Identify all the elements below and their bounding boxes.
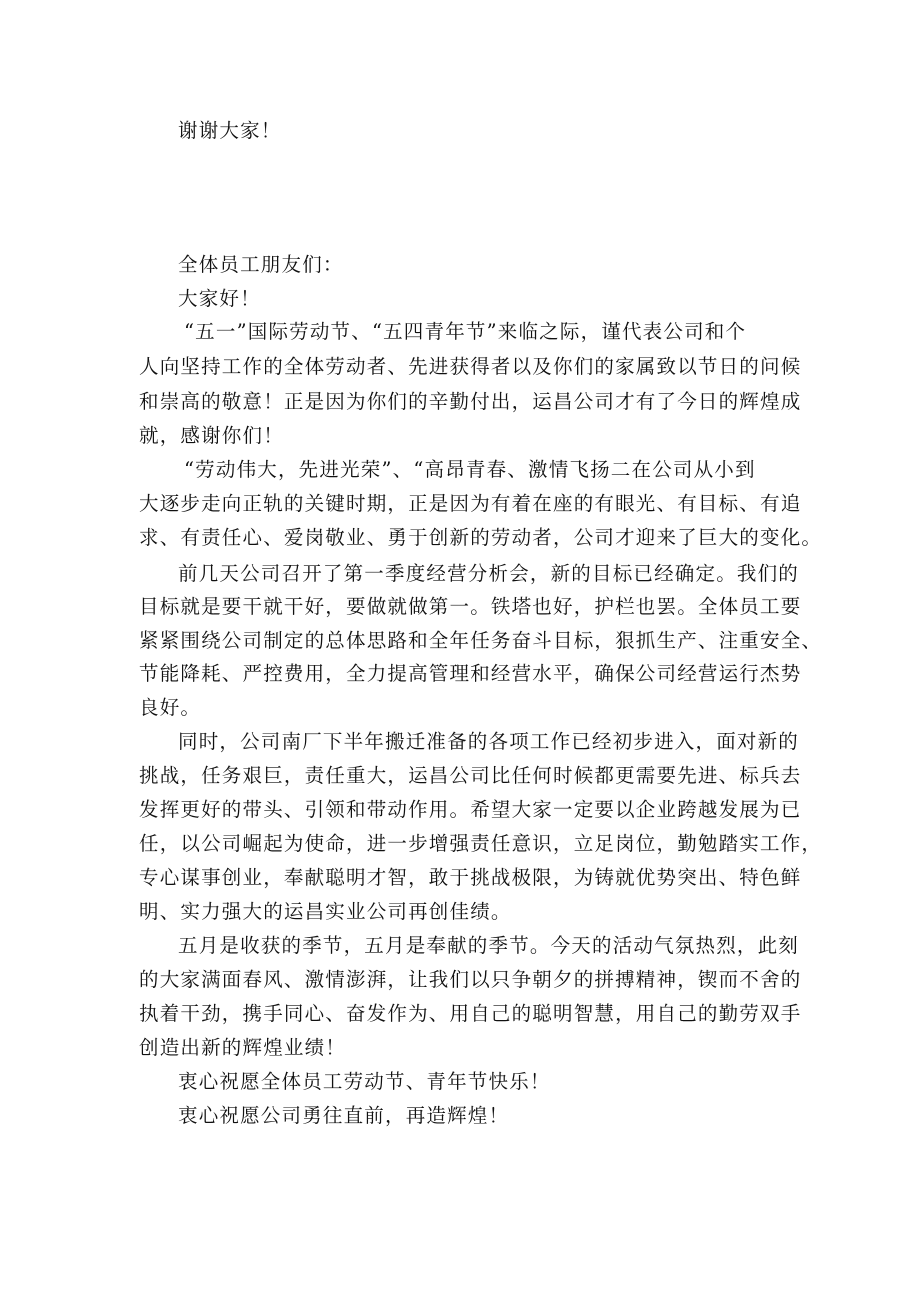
paragraph-4-line-4: 任，以公司崛起为使命，进一步增强责任意识，立足岗位，勤勉踏实工作，: [139, 832, 823, 855]
paragraph-3-line-4: 节能降耗、严控费用，全力提高管理和经营水平，确保公司经营运行杰势: [139, 662, 802, 685]
paragraph-3-line-3: 紧紧围绕公司制定的总体思路和全年任务奋斗目标，狠抓生产、注重安全、: [139, 629, 823, 652]
paragraph-3-line-5: 良好。: [139, 696, 202, 719]
wish-line-1: 衷心祝愿全体员工劳动节、青年节快乐！: [178, 1070, 551, 1093]
greeting: 大家好！: [178, 287, 261, 310]
paragraph-5-line-2: 的大家满面春风、激情澎湃，让我们以只争朝夕的拼搏精神，锲而不舍的: [139, 968, 802, 991]
paragraph-4-line-6: 明、实力强大的运昌实业公司再创佳绩。: [139, 900, 512, 923]
paragraph-3-line-1: 前几天公司召开了第一季度经营分析会，新的目标已经确定。我们的: [178, 562, 800, 585]
paragraph-1-line-2: 人向坚持工作的全体劳动者、先进获得者以及你们的家属致以节日的问候: [139, 355, 802, 378]
paragraph-3-line-2: 目标就是要干就干好，要做就做第一。铁塔也好，护栏也罢。全体员工要: [139, 595, 802, 618]
paragraph-4-line-3: 发挥更好的带头、引领和带动作用。希望大家一定要以企业跨越发展为已: [139, 798, 802, 821]
paragraph-5-line-1: 五月是收获的季节，五月是奉献的季节。今天的活动气氛热烈，此刻: [178, 934, 800, 957]
paragraph-1-line-4: 就，感谢你们！: [139, 424, 284, 447]
paragraph-1-line-1: “五一”国际劳动节、“五四青年节”来临之际，谨代表公司和个: [184, 320, 747, 343]
paragraph-5-line-3: 执着干劲，携手同心、奋发作为、用自己的聪明智慧，用自己的勤劳双手: [139, 1002, 802, 1025]
salutation: 全体员工朋友们：: [178, 253, 344, 276]
paragraph-4-line-1: 同时，公司南厂下半年搬迁准备的各项工作已经初步进入，面对新的: [178, 730, 800, 753]
wish-line-2: 衷心祝愿公司勇往直前，再造辉煌！: [178, 1104, 510, 1127]
paragraph-2-line-1: “劳动伟大，先进光荣”、“高昂青春、激情飞扬二在公司从小到: [184, 458, 756, 481]
paragraph-4-line-5: 专心谋事创业，奉献聪明才智，敢于挑战极限，为铸就优势突出、特色鲜: [139, 866, 802, 889]
paragraph-2-line-3: 求、有责任心、爱岗敬业、勇于创新的劳动者，公司才迎来了巨大的变化。: [139, 526, 823, 549]
thanks-line: 谢谢大家！: [178, 119, 282, 142]
paragraph-5-line-4: 创造出新的辉煌业绩！: [139, 1036, 347, 1059]
paragraph-1-line-3: 和崇高的敬意！正是因为你们的辛勤付出，运昌公司才有了今日的辉煌成: [139, 390, 802, 413]
paragraph-2-line-2: 大逐步走向正轨的关键时期，正是因为有着在座的有眼光、有目标、有追: [139, 492, 802, 515]
paragraph-4-line-2: 挑战，任务艰巨，责任重大，运昌公司比任何时候都更需要先进、标兵去: [139, 764, 802, 787]
